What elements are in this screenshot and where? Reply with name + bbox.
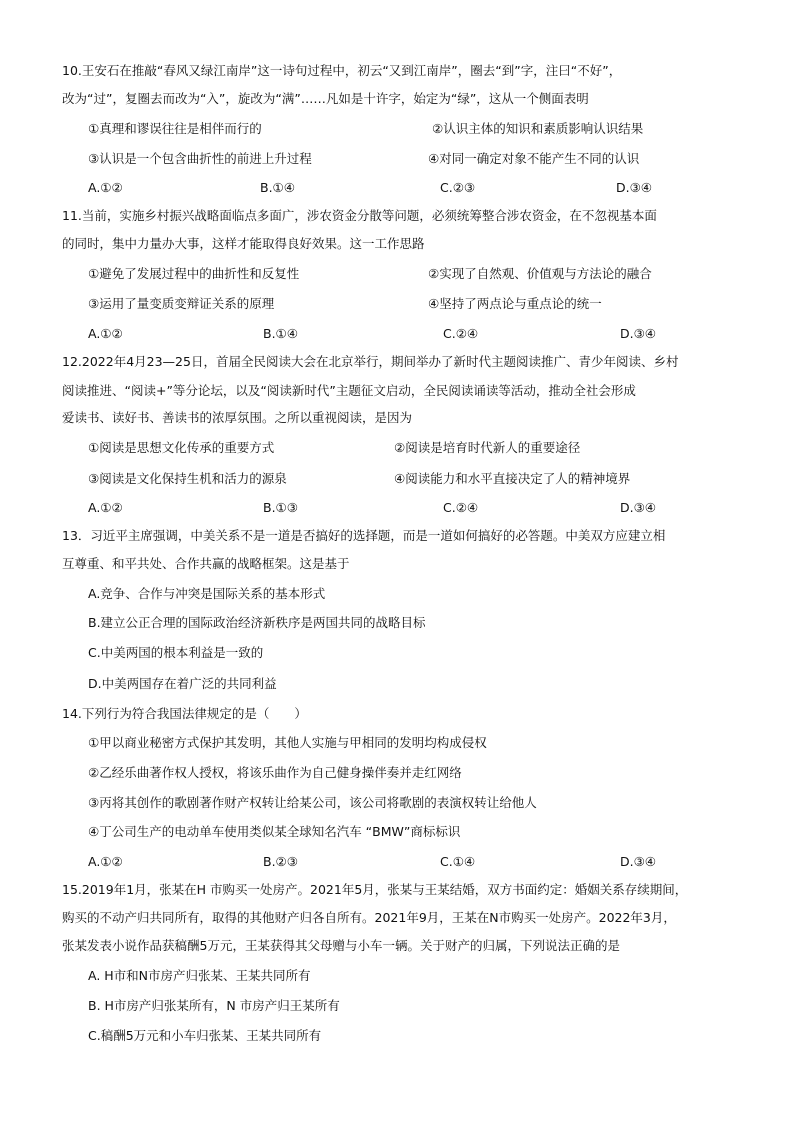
q13-option-b[interactable]: B.建立公正合理的国际政治经济新秩序是两国共同的战略目标	[88, 615, 426, 630]
q14-statement-2: ②乙经乐曲著作权人授权，将该乐曲作为自己健身操伴奏并走红网络	[88, 765, 462, 780]
q10-statement-2: ②认识主体的知识和素质影响认识结果	[432, 121, 644, 136]
q12-stem-line-1: 12.2022年4月23—25日，首届全民阅读大会在北京举行，期间举办了新时代主题阅读推广、青少年阅读、乡村	[62, 354, 679, 369]
q14-stem-line-1: 14.下列行为符合我国法律规定的是（ ）	[62, 706, 307, 721]
q12-option-c[interactable]: C.②④	[443, 500, 479, 515]
q15-option-c[interactable]: C.稿酬5万元和小车归张某、王某共同所有	[88, 1028, 322, 1043]
q15-stem-line-3: 张某发表小说作品获稿酬5万元，王某获得其父母赠与小车一辆。关于财产的归属，下列说法正确的是	[62, 938, 620, 953]
q10-option-c[interactable]: C.②③	[440, 180, 476, 195]
q14-statement-4: ④丁公司生产的电动单车使用类似某全球知名汽车 “BMW”商标标识	[88, 824, 461, 839]
q10-option-d[interactable]: D.③④	[616, 180, 653, 195]
q12-option-d[interactable]: D.③④	[620, 500, 657, 515]
q10-stem-line-1: 10.王安石在推敲“春风又绿江南岸”这一诗句过程中，初云“又到江南岸”，圈去“到”字，注曰“不好”，	[62, 63, 622, 78]
q10-statement-4: ④对同一确定对象不能产生不同的认识	[428, 151, 640, 166]
q15-option-a[interactable]: A. H市和N市房产归张某、王某共同所有	[88, 968, 311, 983]
q15-stem-line-1: 15.2019年1月，张某在H 市购买一处房产。2021年5月，张某与王某结婚，双方书面约定：婚姻关系存续期间，	[62, 882, 688, 897]
q14-statement-1: ①甲以商业秘密方式保护其发明，其他人实施与甲相同的发明均构成侵权	[88, 735, 487, 750]
q11-stem-line-2: 的同时，集中力量办大事，这样才能取得良好效果。这一工作思路	[62, 236, 425, 251]
q11-option-b[interactable]: B.①④	[263, 326, 298, 341]
q12-statement-1: ①阅读是思想文化传承的重要方式	[88, 440, 275, 455]
q14-option-d[interactable]: D.③④	[620, 854, 657, 869]
q12-option-a[interactable]: A.①②	[88, 500, 123, 515]
q12-option-b[interactable]: B.①③	[263, 500, 298, 515]
q10-option-a[interactable]: A.①②	[88, 180, 123, 195]
q14-option-a[interactable]: A.①②	[88, 854, 123, 869]
q14-option-c[interactable]: C.①④	[440, 854, 476, 869]
q13-option-d[interactable]: D.中美两国存在着广泛的共同利益	[88, 676, 277, 691]
q11-option-d[interactable]: D.③④	[620, 326, 657, 341]
q12-statement-4: ④阅读能力和水平直接决定了人的精神境界	[394, 471, 631, 486]
q11-statement-1: ①避免了发展过程中的曲折性和反复性	[88, 266, 300, 281]
q11-stem-line-1: 11.当前，实施乡村振兴战略面临点多面广，涉农资金分散等问题，必须统筹整合涉农资金，在不忽视基本面	[62, 208, 657, 223]
q10-option-b[interactable]: B.①④	[260, 180, 295, 195]
q15-stem-line-2: 购买的不动产归共同所有，取得的其他财产归各自所有。2021年9月，王某在N市购买一处房产。2022年3月，	[62, 910, 676, 925]
q13-stem-line-2: 互尊重、和平共处、合作共赢的战略框架。这是基于	[62, 556, 350, 571]
q11-statement-2: ②实现了自然观、价值观与方法论的融合	[428, 266, 652, 281]
q13-option-a[interactable]: A.竞争、合作与冲突是国际关系的基本形式	[88, 586, 326, 601]
q12-stem-line-3: 爱读书、读好书、善读书的浓厚氛围。之所以重视阅读，是因为	[62, 410, 413, 425]
q11-statement-3: ③运用了量变质变辩证关系的原理	[88, 296, 275, 311]
q14-option-b[interactable]: B.②③	[263, 854, 298, 869]
q10-stem-line-2: 改为“过”，复圈去而改为“入”，旋改为“满”……凡如是十许字，始定为“绿”，这从一个侧面表明	[62, 91, 589, 106]
q11-option-a[interactable]: A.①②	[88, 326, 123, 341]
q13-stem-line-1: 13．习近平主席强调，中美关系不是一道是否搞好的选择题，而是一道如何搞好的必答题。中美双方应建立相	[62, 528, 666, 543]
q12-stem-line-2: 阅读推进、“阅读+”等分论坛，以及“阅读新时代”主题征文启动，全民阅读诵读等活动，推动全社会形成	[62, 383, 636, 398]
q14-statement-3: ③丙将其创作的歌剧著作财产权转让给某公司，该公司将歌剧的表演权转让给他人	[88, 795, 537, 810]
q13-option-c[interactable]: C.中美两国的根本利益是一致的	[88, 645, 264, 660]
q11-statement-4: ④坚持了两点论与重点论的统一	[428, 296, 602, 311]
q10-statement-3: ③认识是一个包含曲折性的前进上升过程	[88, 151, 312, 166]
q10-statement-1: ①真理和谬误往往是相伴而行的	[88, 121, 262, 136]
q12-statement-2: ②阅读是培育时代新人的重要途径	[394, 440, 581, 455]
q15-option-b[interactable]: B. H市房产归张某所有，N 市房产归王某所有	[88, 998, 340, 1013]
q11-option-c[interactable]: C.②④	[443, 326, 479, 341]
q12-statement-3: ③阅读是文化保持生机和活力的源泉	[88, 471, 287, 486]
